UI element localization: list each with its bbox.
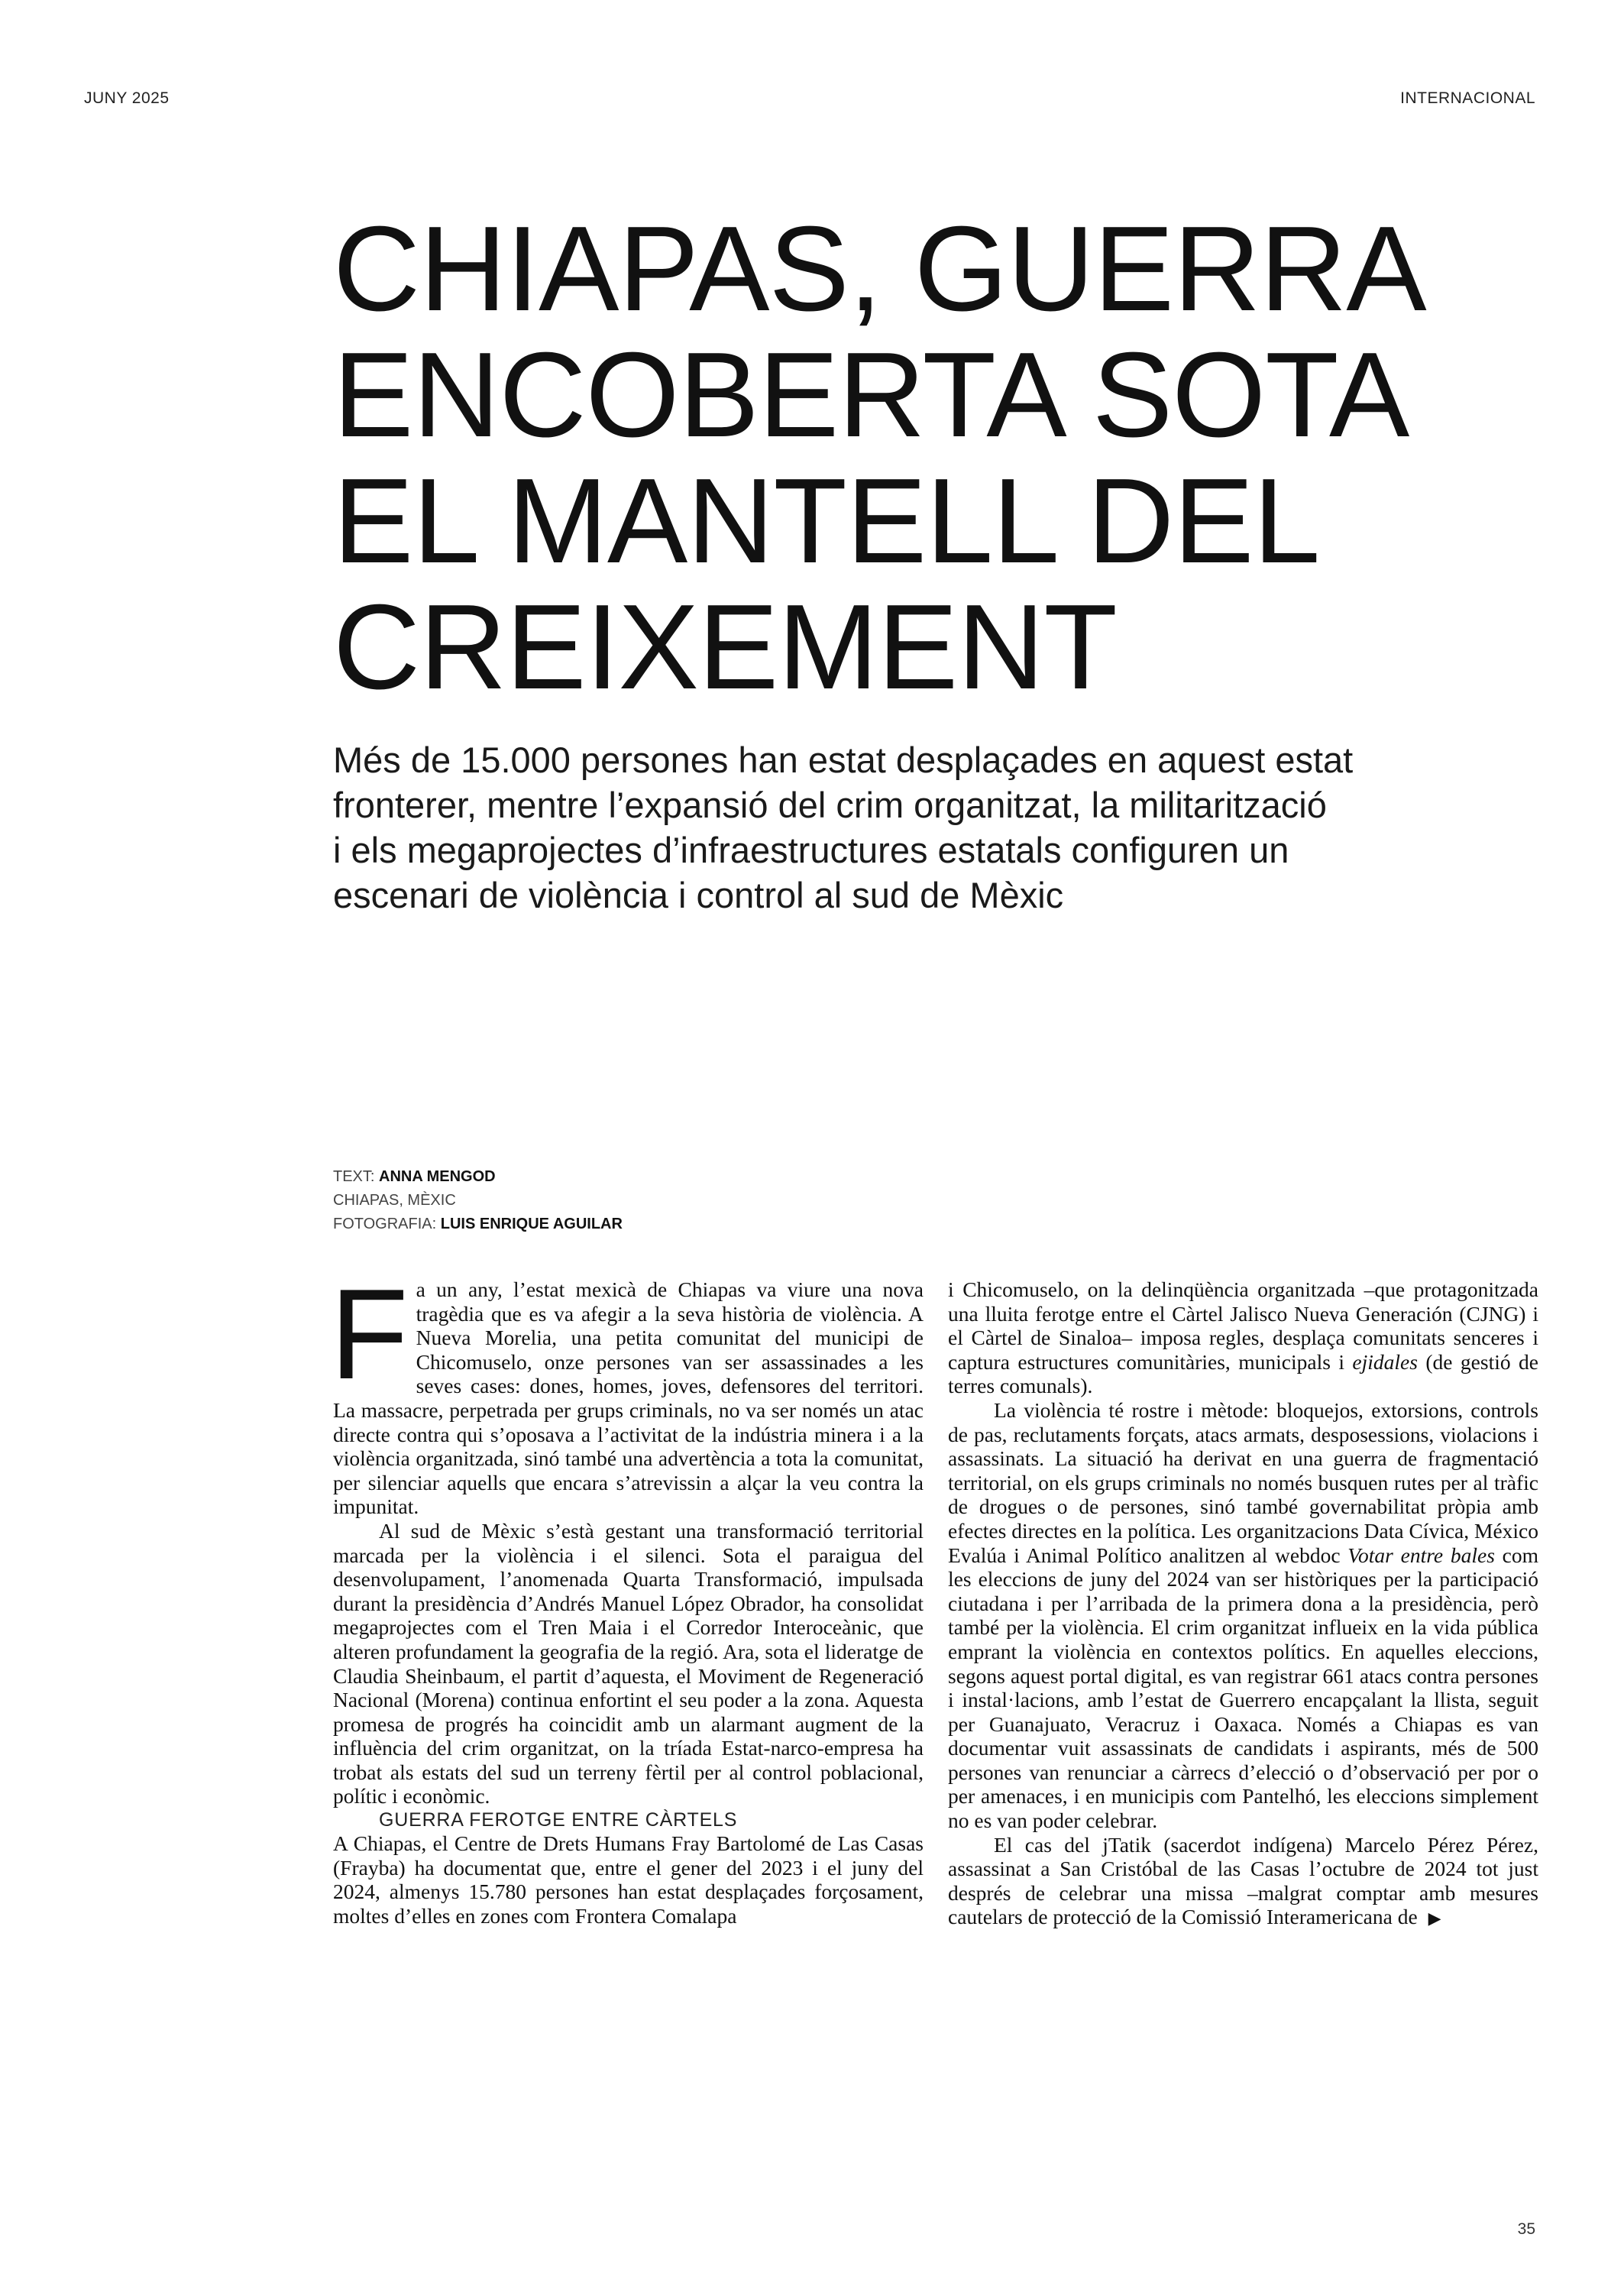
body-italic: ejidales [1352,1349,1418,1374]
drop-cap: F [330,1262,409,1406]
body-paragraph: A Chiapas, el Centre de Drets Humans Fray Bartolomé de Las Casas (Frayba) ha documentat que, entre el gener del 2023 i el juny del 2024, almenys 15.780 persones han estat desplaçades forçosament, moltes d’elles en zones com Frontera Comalapa [333,1831,924,1928]
headline [333,202,1555,714]
headline-line: CREIXEMENT [333,580,1117,714]
standfirst-line: i els megaprojectes d’infraestructures estatals configuren un [333,830,1289,870]
credit-author: ANNA MENGOD [379,1168,496,1185]
body-paragraph-continued [948,1277,1538,1398]
body-paragraph: Al sud de Mèxic s’està gestant una transformació territorial marcada per la violència i el silenci. Sota el paraigua del desenvolupament, l’anomenada Quarta Transformació, impulsada durant la presidència d’Andrés Manuel López Obrador, ha consolidat megaprojectes com el Tren Maia i el Corredor Interoceànic, que alteren profundament la geografia de la regió. Ara, sota el lideratge de Claudia Sheinbaum, el partit d’aquesta, el Moviment de Regeneració Nacional (Morena) continua enfortint el seu poder a la zona. Aquesta promesa de progrés ha coincidit amb un alarmant augment de la influència del crim organitzat, on la tríada Estat-narco-empresa ha trobat als estats del sud un terreny fèrtil per al control poblacional, polític i econòmic. [333,1518,924,1808]
standfirst [333,737,1586,918]
article-column-left [330,1262,924,1928]
credit-photographer: LUIS ENRIQUE AGUILAR [440,1216,623,1232]
standfirst-line: Més de 15.000 persones han estat desplaçades en aquest estat [333,740,1354,780]
headline-line: EL MANTELL DEL [333,454,1320,588]
credit-text [333,1165,623,1189]
body-text: El cas del jTatik (sacerdot indígena) Marcelo Pérez Pérez, assassinat a San Cristóbal de las Casas l’octubre de 2024 tot just després de celebrar una missa –malgrat comptar amb mesures cautelars de protecció de la Comissió Interamericana de [948,1832,1538,1929]
running-header-date: JUNY 2025 [84,89,170,107]
body-paragraph [948,1833,1538,1931]
headline-line: ENCOBERTA SOTA [333,328,1409,462]
credit-photo-label: FOTOGRAFIA: [333,1216,441,1232]
body-text: i Chicomuselo, on la delinqüència organitzada –que protagonitzada una lluita ferotge entre el Càrtel Jalisco Nueva Generación (CJNG) i el Càrtel de Sinaloa– imposa regles, desplaça comunitats senceres i captura estructures comunitàries, municipals i [948,1277,1538,1374]
body-italic: Votar entre bales [1347,1543,1495,1567]
body-paragraph-text: a un any, l’estat mexicà de Chiapas va viure una nova tragèdia que es va afegir a la seva història de violència. A Nueva Morelia, una petita comunitat del municipi de Chicomuselo, onze persones van ser assassinades a les seves cases: dones, homes, joves, defensores del territori. La massacre, perpetrada per grups criminals, no va ser només un atac directe contra qui s’oposava a l’activitat de la indústria minera i a la violència organitzada, sinó també una advertència a tota la comunitat, per silenciar aquells que encara s’atrevissin a alçar la veu contra la impunitat. [333,1277,924,1519]
body-text: (de gestió de terres comunals). [948,1349,1538,1398]
credit-location: CHIAPAS, MÈXIC [333,1192,456,1209]
standfirst-line: fronterer, mentre l’expansió del crim organitzat, la militarització [333,785,1327,825]
continue-arrow-icon: ▶ [1428,1909,1441,1929]
standfirst-line: escenari de violència i control al sud de Mèxic [333,875,1064,915]
body-paragraph [948,1398,1538,1833]
running-header-section: INTERNACIONAL [1400,89,1535,107]
body-paragraph [330,1262,924,1519]
credit-photo [333,1213,623,1236]
headline-line: CHIAPAS, GUERRA [333,202,1426,336]
body-text: La violència té rostre i mètode: bloquejos, extorsions, controls de pas, reclutaments forçats, atacs armats, desposessions, violacions i assassinats. La situació ha derivat en una guerra de fragmentació territorial, on els grups criminals no només busquen rutes per al tràfic de drogues o de persones, sinó també governabilitat pròpia amb efectes directes en la política. Les organitzacions Data Cívica, México Evalúa i Animal Político analitzen al webdoc [948,1397,1538,1567]
page-number: 35 [1517,2220,1535,2238]
section-subhead: GUERRA FEROTGE ENTRE CÀRTELS [379,1809,738,1831]
credit-text-label: TEXT: [333,1168,380,1185]
byline-credits [333,1165,623,1236]
body-text: com les eleccions de juny del 2024 van ser històriques per la participació ciutadana i per l’arribada de la primera dona a la presidència, però també per la violència. El crim organitzat influeix en la vida pública emprant la violència en contextos polítics. En aquelles eleccions, segons aquest portal digital, es van registrar 661 atacs contra persones i instal·lacions, amb l’estat de Guerrero encapçalant la llista, seguit per Guanajuato, Veracruz i Oaxaca. Només a Chiapas es van documentar vuit assassinats de candidats i aspirants, més de 500 persones van renunciar a càrrecs d’elecció o d’observació per por o per amenaces, i en municipis com Pantelhó, les eleccions simplement no es van poder celebrar. [948,1543,1538,1833]
article-column-right [948,1277,1538,1931]
